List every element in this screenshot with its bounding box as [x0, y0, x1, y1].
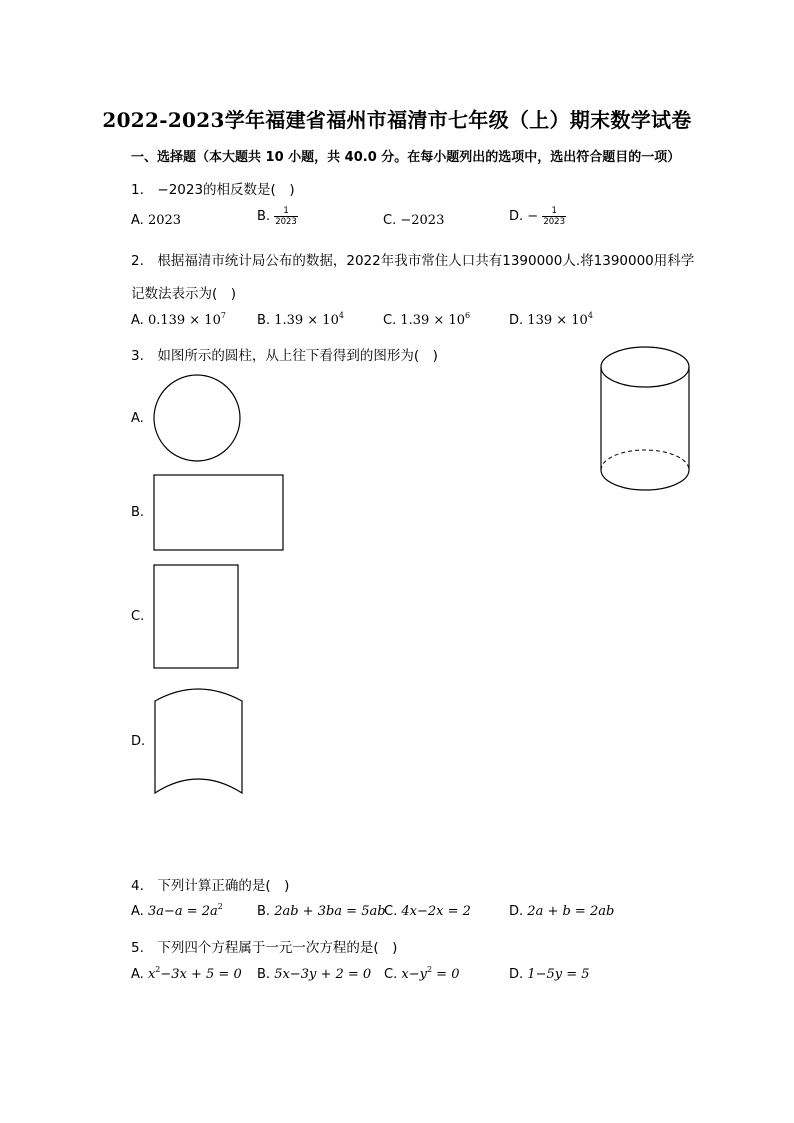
cylinder-bottom-front-arc — [601, 470, 689, 490]
q5-option-b — [257, 967, 371, 982]
option-value-pre: x−y — [401, 967, 427, 982]
q2-option-d — [509, 313, 593, 328]
q2-option-c — [383, 313, 470, 328]
fraction — [542, 206, 566, 227]
fraction-numerator: 1 — [551, 206, 557, 216]
q4-option-c — [384, 904, 471, 919]
q5-option-d — [509, 967, 590, 982]
exponent: 7 — [220, 311, 226, 320]
fraction-denominator: 2023 — [275, 217, 297, 227]
option-value: 1.39 × 10 — [400, 313, 466, 328]
q3-option-c-rectangle — [153, 564, 241, 670]
option-value: 1−5y = 5 — [527, 967, 590, 982]
exponent: 2 — [426, 965, 433, 974]
question-4-stem: 4. 下列计算正确的是( ) — [131, 878, 290, 894]
q4-option-a — [131, 904, 223, 919]
option-value: 1.39 × 10 — [274, 313, 339, 328]
exponent: 2 — [155, 965, 161, 974]
q1-option-d — [509, 206, 566, 227]
option-label: C. — [383, 313, 397, 328]
q1-option-b — [257, 206, 298, 227]
option-label: D. — [509, 904, 524, 919]
option-label: B. — [257, 209, 271, 224]
option-label: C. — [384, 904, 398, 919]
option-value: 4x−2x = 2 — [401, 904, 471, 919]
question-3-stem: 3. 如图所示的圆柱，从上往下看得到的图形为( ) — [131, 348, 438, 364]
option-label: A. — [131, 967, 144, 982]
question-5-stem: 5. 下列四个方程属于一元一次方程的是( ) — [131, 940, 398, 956]
option-label: A. — [131, 904, 144, 919]
q5-option-a — [131, 967, 242, 982]
q2-option-a — [131, 313, 226, 328]
q2-option-b — [257, 313, 344, 328]
fraction-denominator: 2023 — [543, 217, 565, 227]
q3-option-d-curved-shape — [152, 685, 246, 797]
question-2-stem-line2: 记数法表示为( ) — [131, 286, 237, 302]
option-value-post: = 0 — [432, 967, 460, 982]
minus-sign: − — [527, 209, 539, 224]
option-label: A. — [131, 313, 144, 328]
fraction — [274, 206, 298, 227]
cylinder-figure — [596, 342, 696, 494]
q5-option-c — [384, 967, 459, 982]
option-value: 5x−3y + 2 = 0 — [274, 967, 372, 982]
q3-option-d-label: D. — [131, 734, 146, 749]
option-value-pre: x — [147, 967, 156, 982]
section-heading: 一、选择题（本大题共 10 小题，共 40.0 分。在每小题列出的选项中，选出符合题目的一项） — [131, 150, 681, 165]
option-label: C. — [383, 213, 397, 228]
option-value-post: −3x + 5 = 0 — [160, 967, 242, 982]
q4-option-d — [509, 904, 614, 919]
option-value: 2023 — [147, 213, 182, 228]
option-label: B. — [257, 313, 271, 328]
q4-option-b — [257, 904, 386, 919]
q1-option-c — [383, 213, 444, 228]
option-label: D. — [509, 967, 524, 982]
q3-option-a-label: A. — [131, 411, 144, 426]
option-value: 3a−a = 2a — [147, 904, 218, 919]
q3-option-b-rectangle — [153, 474, 285, 552]
option-label: D. — [509, 209, 524, 224]
option-label: B. — [257, 904, 271, 919]
question-1-stem: 1. −2023的相反数是( ) — [131, 182, 295, 198]
question-2-stem-line1: 2. 根据福清市统计局公布的数据，2022年我市常住人口共有1390000人.将1390000用科学 — [131, 253, 695, 269]
exponent: 2 — [217, 902, 223, 911]
option-value: 2a + b = 2ab — [527, 904, 615, 919]
option-value: 139 × 10 — [527, 313, 588, 328]
q3-option-b-label: B. — [131, 505, 145, 520]
q1-option-a — [131, 213, 181, 228]
page-title: 2022-2023学年福建省福州市福清市七年级（上）期末数学试卷 — [102, 108, 692, 132]
option-label: C. — [384, 967, 398, 982]
option-label: A. — [131, 213, 144, 228]
fraction-numerator: 1 — [283, 206, 289, 216]
cylinder-bottom-hidden-arc — [601, 450, 689, 470]
exponent: 6 — [465, 311, 471, 320]
exponent: 4 — [587, 311, 593, 320]
option-value: 0.139 × 10 — [147, 313, 221, 328]
q3-option-a-circle — [152, 373, 244, 465]
cylinder-top-ellipse — [601, 347, 689, 387]
option-value: 2ab + 3ba = 5ab — [274, 904, 386, 919]
option-label: D. — [509, 313, 524, 328]
exponent: 4 — [338, 311, 344, 320]
option-value: −2023 — [400, 213, 445, 228]
option-label: B. — [257, 967, 271, 982]
q3-option-c-label: C. — [131, 609, 145, 624]
